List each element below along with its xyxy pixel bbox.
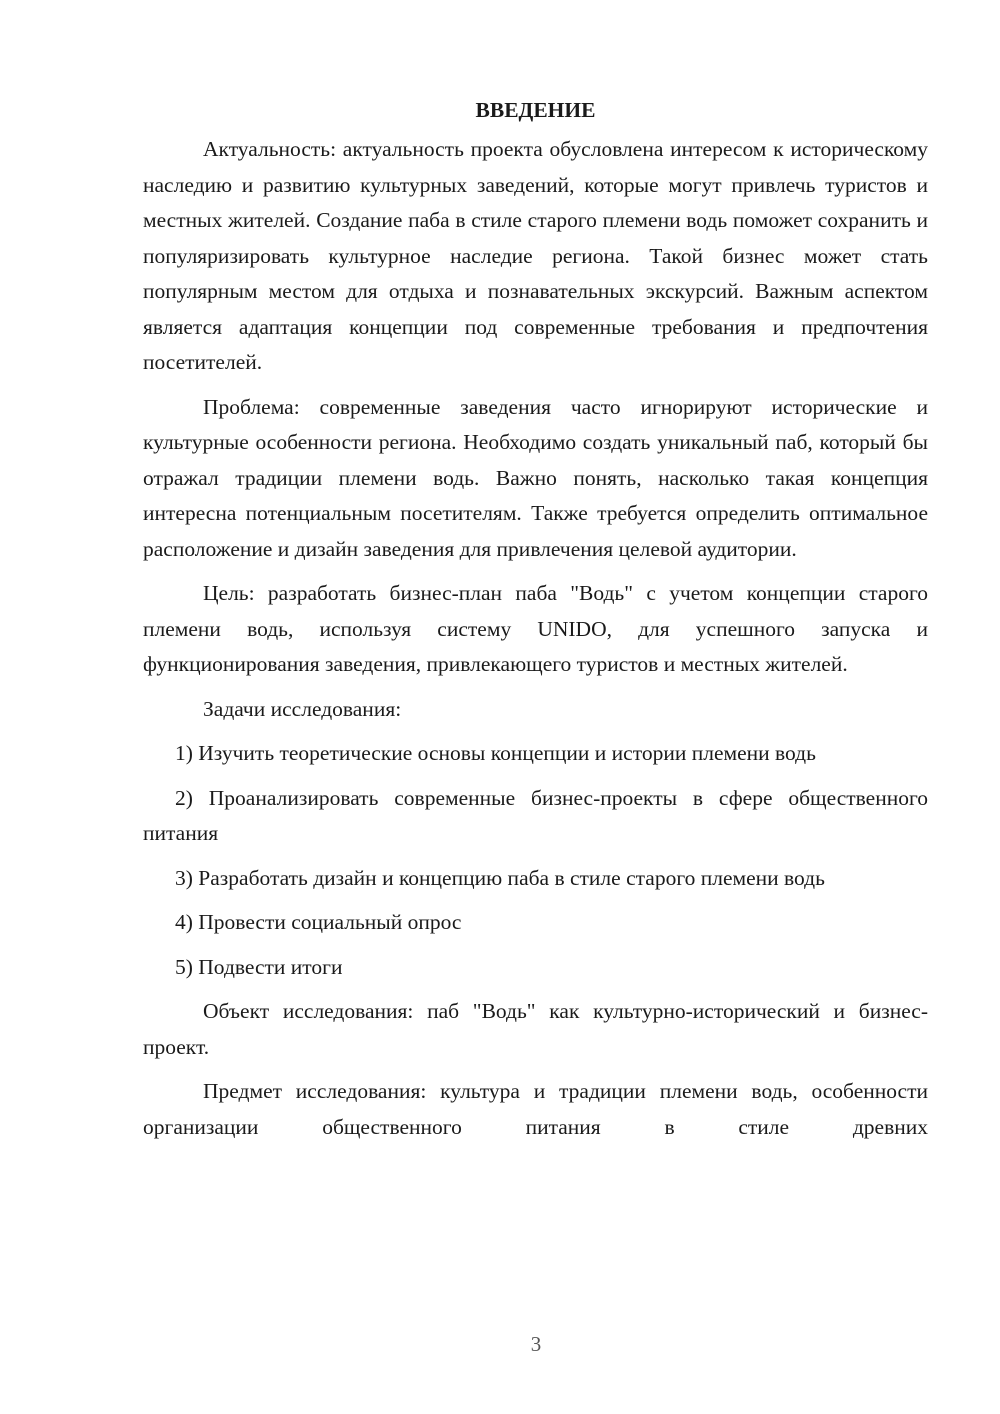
paragraph-relevance: Актуальность: актуальность проекта обусловлена интересом к историческому наследию и развитию культурных заведений, которые могут привлечь туристов и местных жителей. Создание паба в стиле старого племени водь поможет сохранить и популяризировать культурное наследие региона. Такой бизнес может стать популярным местом для отдыха и познавательных экскурсий. Важным аспектом является адаптация концепции под современные требования и предпочтения посетителей. <box>143 137 928 374</box>
section-title: ВВЕДЕНИЕ <box>475 98 596 122</box>
paragraph-goal: Цель: разработать бизнес-план паба "Водь" с учетом концепции старого племени водь, используя систему UNIDO, для успешного запуска и функционирования заведения, привлекающего туристов и местных жителей. <box>143 581 928 676</box>
task-item-1: 1) Изучить теоретические основы концепции и истории племени водь <box>175 741 816 765</box>
paragraph-object: Объект исследования: паб "Водь" как культурно-исторический и бизнес-проект. <box>143 999 928 1059</box>
paragraph-subject: Предмет исследования: культура и традиции племени водь, особенности организации общественного питания в стиле древних <box>143 1079 928 1139</box>
tasks-heading: Задачи исследования: <box>203 696 402 721</box>
paragraph-problem: Проблема: современные заведения часто игнорируют исторические и культурные особенности региона. Необходимо создать уникальный паб, который бы отражал традиции племени водь. Важно понять, насколько такая концепция интересна потенциальным посетителям. Также требуется определить оптимальное расположение и дизайн заведения для привлечения целевой аудитории. <box>143 394 928 561</box>
task-item-3: 3) Разработать дизайн и концепцию паба в стиле старого племени водь <box>175 865 825 890</box>
page-body <box>143 92 928 1154</box>
task-item-5: 5) Подвести итоги <box>175 954 343 979</box>
task-item-2: 2) Проанализировать современные бизнес-проекты в сфере общественного питания <box>143 785 928 845</box>
task-item-4: 4) Провести социальный опрос <box>175 910 462 934</box>
page-number: 3 <box>530 1332 542 1356</box>
